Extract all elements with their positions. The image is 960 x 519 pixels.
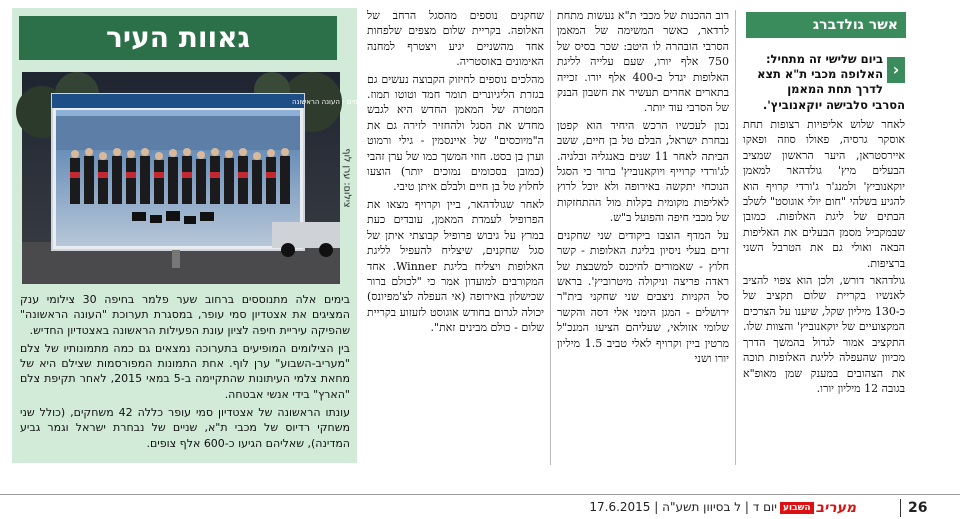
- column-middle-right: [557, 8, 729, 465]
- paragraph: על המדף הוצבו ביקודים שני שחקנים זרים בעלי ניסיון בליגת האלופות - קשר חלוץ - שאמורים להיכנס למשבצת של ראדה פריצה וניקולה מיטרוביץ'. בראש סל הקניות ניצבים שני שחקני בית"ר ירושלים - המגן הימני אלי דסה והקשר שלומי אזולאי, שעליהם הציעו המנכ"ל מרטין ביין וקרויף לאלי טביב 1.5 מיליון יורו ושני: [557, 228, 729, 365]
- logo-main: מעריב: [815, 500, 857, 516]
- paragraph: בין הצילומים המופיעים בתערוכה נמצאים גם כמה מתמונותיו של צלם "מעריב-השבוע" ערן לוף. אחת התמונות המפורסמות שצילם היא של מחאת צלמי העיתונות שהתקיימה ב-5 במאי 2015, לאחר תקיפת צלם "הארץ" בידי אנשי אבטחה.: [20, 341, 350, 401]
- city-pride-title: גאוות העיר: [19, 16, 337, 60]
- paragraph: מהלכים נוספים לחיזוק הקבוצה נעשים גם בגזרת הליגיונרים תומר חמד וטוטו תמוז. המטרה של המאמן החדש היא לגבש מחדש את הסגל ולהחזיר לזירה גם את ה"מיוכסים" של איינסמין - גילי ורמוט וערן בן בסט. חוזי המשך כמו של ערן זהבי (כמובן בסכומים נמוכים יותר) הוצעו לחלוץ טל בן חיים ולבלם איתן טיבי.: [367, 72, 544, 194]
- paragraph: לאחר שלוש אליפויות רצופות תחת אוסקר גרסיה, פאולו סוזה ופאקו איירסטראן, היער הראשון שמציב הבעלים מיץ' גולדהאר למאמן יוקאנוביץ' ולמנג'ר ג'ורדי קרויף הוא להגיע בשלהי "חום יולי אוגוסט" לשלב הבתים של ליגת האלופות. כמובן שבמקביל מסמן הבעלים את האליפות הבאה ואולי גם את הטרבל השני ברציפות.: [743, 118, 905, 270]
- photo-banner-text: תערוכת צילומים - העונה הראשונה: [292, 98, 395, 106]
- paragraph: בימים אלה מתנוססים ברחוב שער פלמר בחיפה 30 צילומי ענק המציגים את אצטדיון סמי עופר, במסגרת תערוכת "העונה הראשונה" שהפיקה עיריית חיפה לציון עונת הפעילות הראשונה באצטדיון החדיש.: [20, 293, 350, 337]
- paragraph: נכון לעכשיו הרכש היחיד הוא קפטן נבחרת ישראל, הבלם טל בן חיים, ששב הביתה לאחר 11 שנים באנגליה ובלגיה. לג'ורדי קרוייף ויוקאנוביץ' ברור כי הסגל הנוכחי יתקשה באירופה ולא יוכל לרוץ לאליפות מקומית בקלות מול ההתחזקות של מכבי חיפה והפועל ב"ש.: [557, 118, 730, 225]
- article-lead: ביום שלישי זה מתחיל: האלופה מכבי ת"א תצא לדרך תחת המאמן: [757, 52, 883, 96]
- column-divider: [735, 10, 736, 465]
- photo-credit: צילום: ערן לוף: [341, 148, 353, 208]
- paragraph: רוב ההכנות של מכבי ת"א נעשות מתחת לרדאר, כאשר המשימה של המאמן הסרבי הובהרה לו היטב: שכר בסיס של 750 אלף יורו, שעם עלייה לליגת האלופות יגדל ב-400 אלף יורו. זכייה בתארים אחרים תעשיר את חשבון הבנק של הסרבי עוד יותר.: [557, 9, 729, 115]
- issue-dateline: יום ד | ל בסיוון תשע"ה | 17.6.2015: [589, 500, 777, 514]
- columnist-byline: אשר גולדברג: [746, 12, 906, 38]
- paragraph: שחקנים נוספים מהסגל הרחב של האלופה. בקריית שלום מצפים שלפחות אחד מהשניים יגיע ויצטרף למחנה האימונים באוסטריה.: [367, 9, 544, 69]
- arrow-right-icon: ›: [887, 57, 905, 83]
- city-pride-text: [20, 292, 350, 454]
- column-divider: [550, 10, 551, 465]
- column-middle-left: [367, 8, 544, 465]
- maariv-logo: [780, 499, 856, 517]
- footer-separator: [900, 499, 901, 517]
- paragraph: גולדהאר דורש, ולכן הוא צפוי להציב לאנשיו בקריית שלום תקציב של כ-130 מיליון שקל, שיענו על הצרכים המקצועיים של יוקאנוביץ' והצוות שלו. התקציב אמור לגדול בהמשך הדרך מכיוון שהעפלה לליגת האלופות תוכה את הצהובים במענק שמן מאופ"א בגובה 12 מיליון יורו.: [743, 274, 905, 395]
- footer-rule: [0, 494, 960, 495]
- logo-sub: השבוע: [780, 502, 814, 514]
- article-lead-continued: הסרבי סלבישה יוקאנוביץ'.: [762, 98, 905, 112]
- paragraph: עונתו הראשונה של אצטדיון סמי עופר כללה 42 משחקים, (כולל שני משחקי רדיוס של מכבי ת"א, שניים של נבחרת ישראל וגמר גביע המדינה), שאליהם הגיעו כ-600 אלף צופים.: [20, 406, 350, 450]
- paragraph: לאחר שגולדהאר, ביין וקרויף מצאו את הפרופיל לעמדת המאמן, עובדים כעת במרץ על גיבוש פרופיל קבוצתי איתן של סגל שחקנים, שיצליח להעפיל לליגת האלופות ויצליח בליגת Winner. אחד המקורבים למועדון אמר כי "לכולם ברור שכישלון באירופה (אי העפלה לצ'מפיונס) יכולה לגרום בחודש אוגוסט לזעזוע בקריית שלום - כולם מבינים זאת".: [367, 197, 544, 335]
- column-right: [743, 117, 905, 462]
- page-number: 26: [908, 500, 928, 516]
